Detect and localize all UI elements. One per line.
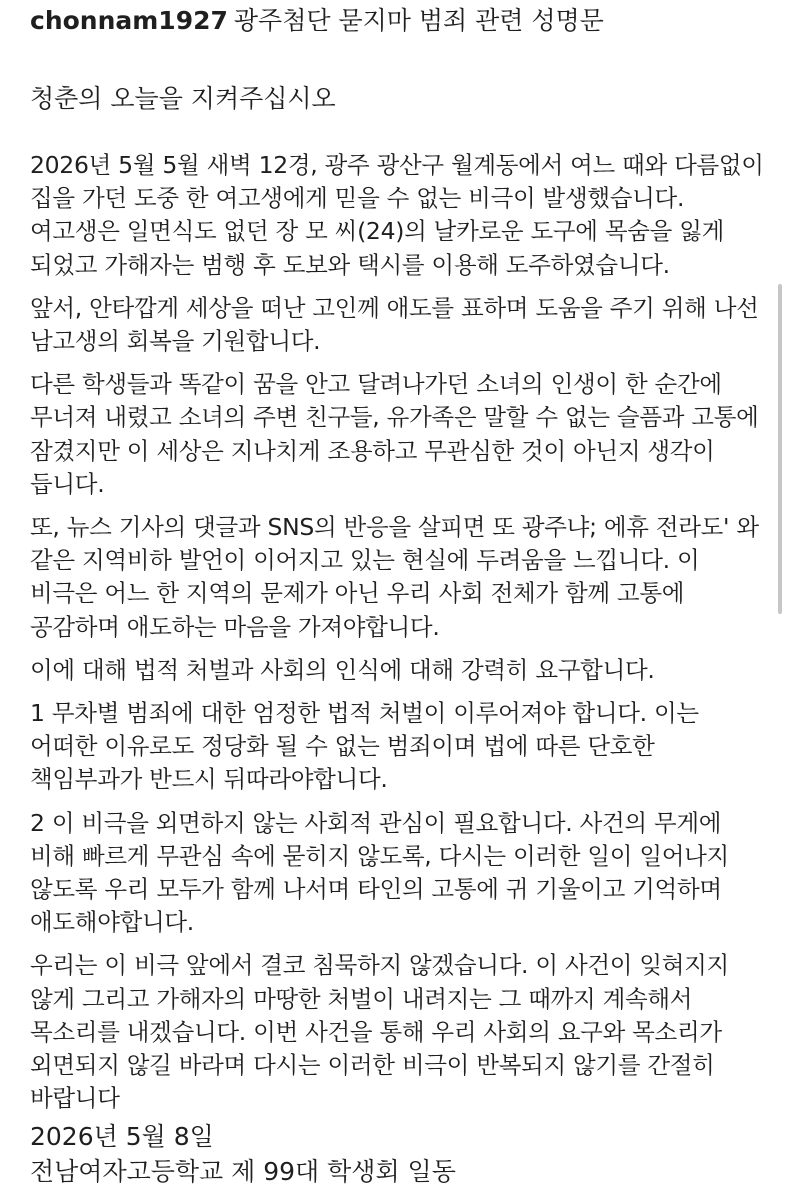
paragraph-demand-1: 1 무차별 범죄에 대한 엄정한 법적 처벌이 이루어져야 합니다. 이는 어떠한 이유로도 정당화 될 수 없는 범죄이며 법에 따른 단호한 책임부과가 반드시 뒤따라야합니다. — [30, 699, 699, 794]
statement-date: 2026년 5월 8일 — [30, 1122, 214, 1151]
paragraph-closing: 우리는 이 비극 앞에서 결코 침묵하지 않겠습니다. 이 사건이 잊혀지지 않게 그리고 가해자의 마땅한 처벌이 내려지는 그 때까지 계속해서 목소리를 내겠습니다. 이번 사건을 통해 우리 사회의 요구와 목소리가 외면되지 않길 바라며 다시는 이러한 비극이 반복되지 않기를 간절히 바랍니다 — [30, 951, 729, 1113]
paragraph-condolence: 앞서, 안타깝게 세상을 떠난 고인께 애도를 표하며 도움을 주기 위해 나선 남고생의 회복을 기원합니다. — [30, 293, 759, 356]
post-title: 광주첨단 묻지마 범죄 관련 성명문 — [233, 6, 604, 35]
statement-body — [30, 149, 770, 1125]
paragraph-demand-intro: 이에 대해 법적 처벌과 사회의 인식에 대해 강력히 요구합니다. — [30, 655, 655, 684]
paragraph-demand-2: 2 이 비극을 외면하지 않는 사회적 관심이 필요합니다. 사건의 무게에 비해 빠르게 무관심 속에 묻히지 않도록, 다시는 이러한 일이 일어나지 않도록 우리 모두가 함께 나서며 타인의 고통에 귀 기울이고 기억하며 애도해야합니다. — [30, 808, 729, 937]
username-link[interactable]: chonnam1927 — [30, 6, 228, 35]
paragraph-indifference: 다른 학생들과 똑같이 꿈을 안고 달려나가던 소녀의 인생이 한 순간에 무너져 내렸고 소녀의 주변 친구들, 유가족은 말할 수 없는 슬픔과 고통에 잠겼지만 이 세상은 지나치게 조용하고 무관심한 것이 아닌지 생각이 듭니다. — [30, 370, 759, 498]
post-header — [30, 4, 604, 38]
paragraph-incident: 2026년 5월 5월 새벽 12경, 광주 광산구 월계동에서 여느 때와 다름없이 집을 가던 도중 한 여고생에게 믿을 수 없는 비극이 발생했습니다. 여고생은 일면식도 없던 장 모 씨(24)의 날카로운 도구에 목숨을 잃게 되었고 가해자는 범행 후 도보와 택시를 이용해 도주하였습니다. — [30, 151, 764, 279]
statement-subtitle: 청춘의 오늘을 지켜주십시오 — [30, 84, 336, 113]
scrollbar-thumb[interactable] — [778, 284, 782, 614]
statement-signature: 전남여자고등학교 제 99대 학생회 일동 — [30, 1157, 456, 1186]
paragraph-regional-slur: 또, 뉴스 기사의 댓글과 SNS의 반응을 살피면 또 광주냐; 에휴 전라도' 와 같은 지역비하 발언이 이어지고 있는 현실에 두려움을 느낍니다. 이 비극은 어느 한 지역의 문제가 아닌 우리 사회 전체가 함께 고통에 공감하며 애도하는 마음을 가져야합니다. — [30, 513, 759, 641]
